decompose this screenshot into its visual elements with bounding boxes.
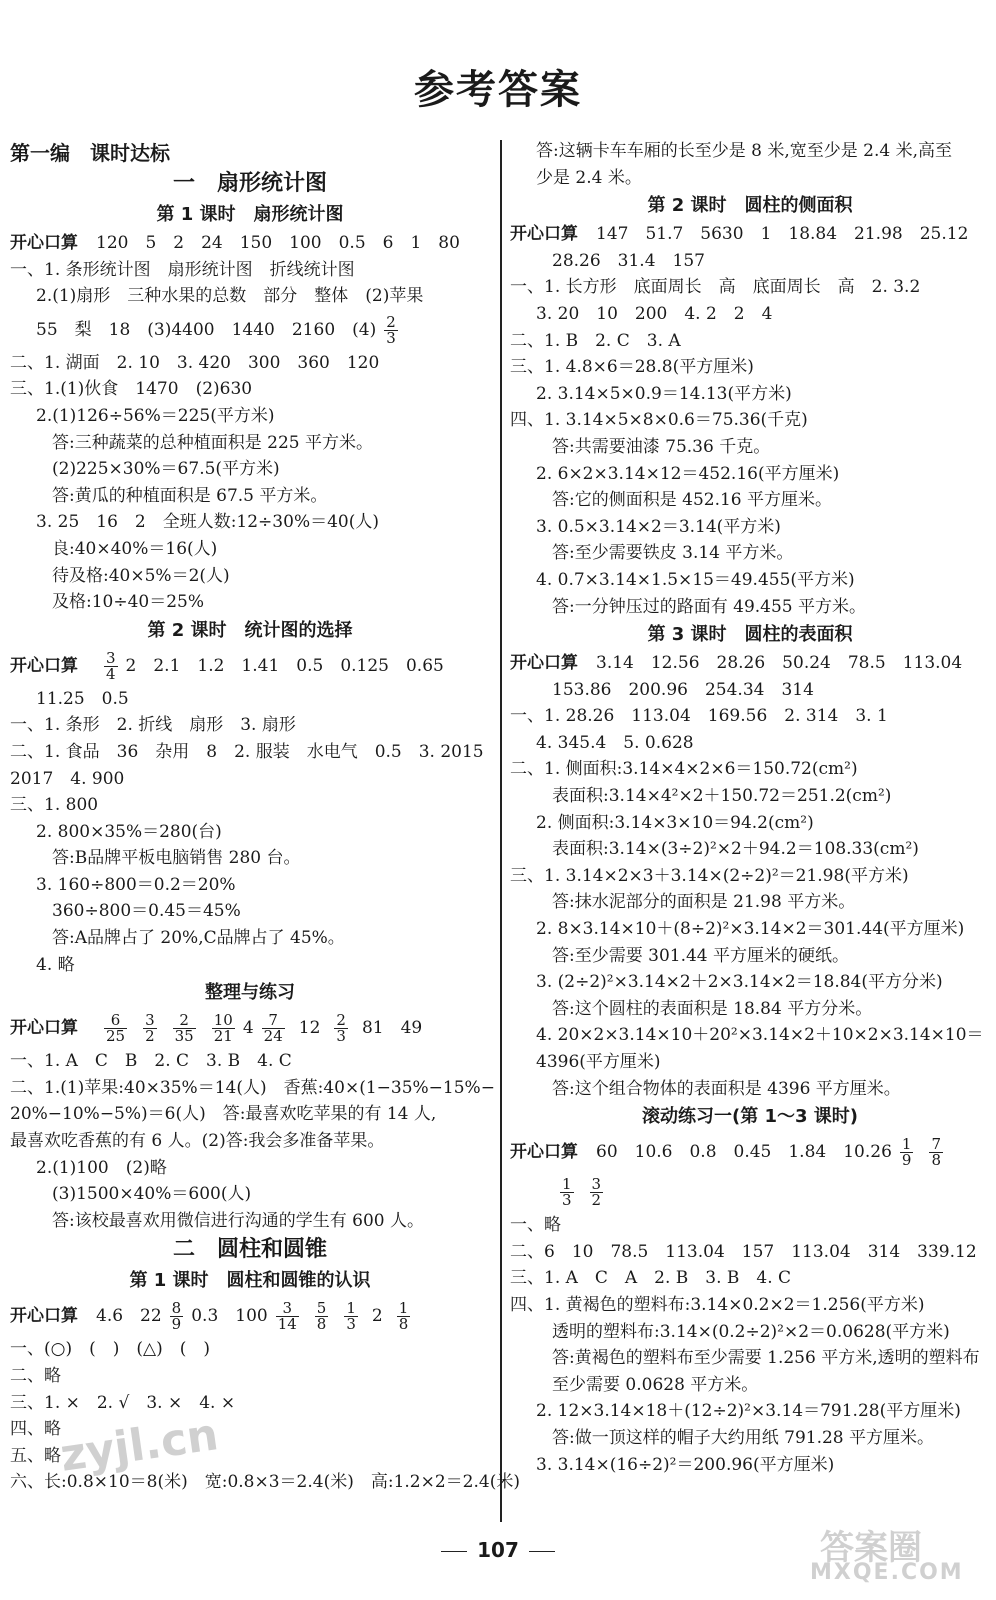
exercise-label: 开心口算: [10, 1018, 78, 1039]
answer-line: [510, 1265, 990, 1292]
watermark-daanquan: 答案圈: [820, 1528, 922, 1568]
fraction-denominator: 8: [931, 1151, 941, 1170]
answer-text: 4.6 22: [96, 1306, 162, 1327]
answer-text: 二、略: [10, 1366, 61, 1386]
answer-line: [510, 514, 990, 541]
answer-text: 3. 20 10 200 4. 2 2 4: [536, 303, 773, 324]
answer-text: 四、1. 3.14×5×8×0.6＝75.36(千克): [510, 410, 808, 431]
answer-text: 一、1. A C B 2. C 3. B 4. C: [10, 1051, 292, 1072]
lesson-heading: 第 2 课时 统计图的选择: [147, 619, 353, 641]
answer-text: 答:这个圆柱的表面积是 18.84 平方分米。: [552, 998, 873, 1019]
fraction-denominator: 2: [145, 1027, 155, 1046]
answer-text: 3.14 12.56 28.26 50.24 78.5 113.04: [596, 653, 963, 674]
fraction-numerator: 3: [145, 1011, 155, 1030]
fraction: [212, 1013, 235, 1044]
answer-text: (2)225×30%＝67.5(平方米): [52, 459, 280, 480]
answer-line: [510, 381, 990, 408]
answer-line: [510, 677, 990, 704]
answer-line: [10, 845, 490, 872]
answer-text: 答:一分钟压过的路面有 49.455 平方米。: [552, 596, 867, 617]
answer-text: 透明的塑料布:3.14×(0.2÷2)²×2＝0.0628(平方米): [552, 1321, 950, 1342]
answer-line: [10, 230, 490, 257]
answer-line: [510, 730, 990, 757]
answer-text: 二、1. B 2. C 3. A: [510, 330, 681, 351]
answer-text: 2. 12×3.14×18＋(12÷2)²×3.14＝791.28(平方厘米): [536, 1401, 961, 1422]
answer-line: [510, 138, 990, 165]
fraction-denominator: 14: [277, 1315, 297, 1334]
answer-text: 二、1. 湖面 2. 10 3. 420 300 360 120: [10, 352, 380, 373]
answer-text: 至少需要 0.0628 平方米。: [552, 1374, 759, 1395]
answer-text: 120 5 2 24 150 100 0.5 6 1 80: [96, 233, 460, 253]
answer-line: [510, 1172, 990, 1212]
fraction-denominator: 9: [901, 1151, 912, 1170]
answer-text: 答:共需要油漆 75.36 千克。: [552, 436, 771, 457]
answer-line: [10, 1181, 490, 1208]
fraction-denominator: 21: [213, 1027, 233, 1046]
unit-heading: 一 扇形统计图: [172, 171, 327, 196]
answer-text: 三、1. 800: [10, 795, 99, 816]
answer-line: [10, 1008, 490, 1048]
fraction: [397, 1301, 411, 1332]
answer-line: [510, 221, 990, 248]
answer-line: [510, 1049, 990, 1076]
answer-text: 三、1. A C A 2. B 3. B 4. C: [510, 1268, 792, 1289]
answer-text: 二、1. 侧面积:3.14×4×2×6＝150.72(cm²): [510, 759, 858, 780]
answer-text: 2. 800×35%＝280(台): [36, 821, 222, 842]
answer-line: [10, 509, 490, 536]
answer-text: 三、1. × 2. √ 3. × 4. ×: [10, 1392, 236, 1413]
answer-text: 二、1.(1)苹果:40×35%＝14(人) 香蕉:40×(1−35%−15%−: [10, 1077, 495, 1098]
answer-line: [10, 536, 490, 563]
fraction-numerator: 2: [336, 1011, 346, 1030]
fraction-denominator: 8: [398, 1315, 409, 1334]
answer-line: [510, 434, 990, 461]
answer-line: [510, 274, 990, 301]
answer-text: 2. 6×2×3.14×12＝452.16(平方厘米): [536, 463, 840, 484]
fraction-numerator: 7: [931, 1135, 941, 1154]
page-number-text: 107: [477, 1538, 519, 1562]
answer-text: 2.(1)126÷56%＝225(平方米): [36, 405, 275, 426]
answer-text: 表面积:3.14×4²×2＋150.72＝251.2(cm²): [552, 786, 892, 807]
answer-text: 及格:10÷40＝25%: [52, 592, 205, 613]
answer-line: [10, 739, 490, 766]
answer-text: 二、6 10 78.5 113.04 157 113.04 314 339.12: [510, 1241, 977, 1262]
fraction: [143, 1013, 157, 1044]
answer-line: [510, 969, 990, 996]
page-title: 参考答案: [414, 67, 582, 113]
fraction-denominator: 8: [316, 1315, 327, 1334]
exercise-label: 开心口算: [510, 224, 578, 245]
answer-line: [510, 407, 990, 434]
answer-text: 三、1. 3.14×2×3＋3.14×(2÷2)²＝21.98(平方米): [510, 865, 909, 886]
answer-line: [510, 889, 990, 916]
fraction: [900, 1137, 914, 1168]
answer-text: 4. 略: [36, 954, 75, 975]
answer-line: [10, 686, 490, 713]
left-column: [10, 138, 520, 1496]
exercise-label: 开心口算: [10, 1306, 78, 1327]
section-heading: 第一编 课时达标: [10, 141, 170, 165]
answer-text: 2 2.1 1.2 1.41 0.5 0.125 0.65: [125, 655, 444, 676]
answer-text: 60 10.6 0.8 0.45 1.84 10.26: [596, 1142, 892, 1163]
answer-text: 一、1. 长方形 底面周长 高 底面周长 高 2. 3.2: [510, 277, 921, 298]
fraction: [173, 1013, 196, 1044]
answer-text: 20%−10%−5%)＝6(人) 答:最喜欢吃苹果的有 14 人,: [10, 1104, 437, 1125]
answer-text: 3. 160÷800＝0.2＝20%: [36, 874, 236, 895]
answer-line: [510, 1076, 990, 1103]
unit-heading: 二 圆柱和圆锥: [172, 1237, 327, 1263]
answer-text: 一、1. 条形 2. 折线 扇形 3. 扇形: [10, 715, 296, 736]
answer-line: [510, 996, 990, 1023]
fraction-numerator: 5: [316, 1299, 327, 1318]
answer-text: 答:三种蔬菜的总种植面积是 225 平方米。: [52, 432, 373, 453]
fraction: [262, 1013, 285, 1044]
answer-text: 答:B品牌平板电脑销售 280 台。: [52, 848, 301, 869]
answer-text: 表面积:3.14×(3÷2)²×2＋94.2＝108.33(cm²): [552, 839, 919, 860]
answer-text: 3. (2÷2)²×3.14×2＋2×3.14×2＝18.84(平方分米): [536, 972, 943, 993]
exercise-label: 开心口算: [10, 655, 78, 676]
watermark-mxqe: MXQE.COM: [810, 1560, 964, 1585]
answer-text: 4. 345.4 5. 0.628: [536, 732, 694, 753]
answer-text: 55 梨 18 (3)4400 1440 2160 (4): [36, 319, 377, 340]
exercise-label: 开心口算: [510, 1142, 578, 1163]
answer-text: 一、略: [510, 1215, 561, 1236]
answer-text: (3)1500×40%＝600(人): [52, 1184, 252, 1205]
answer-line: [510, 836, 990, 863]
answer-text: 答:至少需要 301.44 平方厘米的硬纸。: [552, 945, 850, 966]
answer-text: 待及格:40×5%＝2(人): [52, 565, 230, 586]
fraction-denominator: 3: [562, 1191, 572, 1210]
fraction-numerator: 2: [386, 312, 396, 331]
answer-line: [510, 1022, 990, 1049]
answer-text: 4: [242, 1018, 254, 1039]
answer-text: 12: [298, 1018, 321, 1039]
answer-line: [10, 1208, 490, 1235]
answer-text: 3. 3.14×(16÷2)²＝200.96(平方厘米): [536, 1454, 835, 1475]
fraction-numerator: 1: [562, 1175, 572, 1194]
answer-text: 147 51.7 5630 1 18.84 21.98 25.12: [596, 224, 969, 245]
answer-text: 一、1. 条形统计图 扇形统计图 折线统计图: [10, 259, 355, 280]
answer-line: [10, 925, 490, 952]
answer-text: 答:这个组合物体的表面积是 4396 平方厘米。: [552, 1078, 901, 1099]
answer-text: 2. 侧面积:3.14×3×10＝94.2(cm²): [536, 812, 814, 833]
fraction-numerator: 3: [106, 648, 116, 667]
answer-text: 11.25 0.5: [36, 688, 129, 709]
answer-text: 答:这辆卡车车厢的长至少是 8 米,宽至少是 2.4 米,高至: [536, 141, 953, 161]
answer-text: 81 49: [361, 1018, 423, 1039]
answer-line: [10, 819, 490, 846]
fraction-denominator: 2: [591, 1191, 602, 1210]
lesson-heading: 滚动练习一(第 1～3 课时): [641, 1106, 859, 1128]
answer-line: [510, 1239, 990, 1266]
fraction-denominator: 3: [346, 1315, 356, 1334]
answer-line: [510, 863, 990, 890]
answer-line: [10, 563, 490, 590]
exercise-label: 开心口算: [510, 653, 578, 674]
answer-text: 2. 3.14×5×0.9＝14.13(平方米): [536, 383, 792, 404]
answer-line: [510, 165, 990, 192]
fraction-denominator: 3: [386, 328, 396, 347]
answer-line: [510, 461, 990, 488]
answer-text: 三、1.(1)伙食 1470 (2)630: [10, 379, 253, 400]
answer-text: 一、(○) ( ) (△) ( ): [10, 1339, 210, 1360]
answer-line: [510, 1345, 990, 1372]
answer-line: [10, 1048, 490, 1075]
fraction-numerator: 1: [346, 1299, 356, 1318]
answer-line: [510, 1425, 990, 1452]
lesson-heading: 第 3 课时 圆柱的表面积: [647, 624, 853, 646]
lesson-heading: 第 1 课时 圆柱和圆锥的认识: [129, 1270, 371, 1292]
answer-text: 最喜欢吃香蕉的有 6 人。(2)答:我会多准备苹果。: [10, 1131, 385, 1152]
answer-line: [510, 1398, 990, 1425]
right-column: [510, 138, 990, 1478]
answer-text: 28.26 31.4 157: [552, 250, 705, 271]
answer-line: [10, 1390, 490, 1417]
answer-line: [10, 283, 490, 310]
answer-line: [510, 248, 990, 275]
answer-text: 2. 8×3.14×10＋(8÷2)²×3.14×2＝301.44(平方厘米): [536, 919, 965, 940]
answer-line: [510, 756, 990, 783]
answer-line: [10, 589, 490, 616]
answer-text: 3. 0.5×3.14×2＝3.14(平方米): [536, 516, 781, 537]
lesson-heading: 第 1 课时 扇形统计图: [156, 204, 344, 225]
answer-line: [510, 1372, 990, 1399]
answer-line: [10, 430, 490, 457]
answer-line: [10, 257, 490, 284]
fraction-denominator: 25: [106, 1027, 126, 1046]
answer-text: 少是 2.4 米。: [536, 167, 642, 188]
fraction-numerator: 3: [276, 1301, 299, 1317]
fraction: [104, 648, 118, 683]
fraction-denominator: 9: [171, 1315, 182, 1334]
column-divider: [500, 140, 502, 1522]
answer-line: [510, 354, 990, 381]
answer-line: [10, 1336, 490, 1363]
answer-line: [510, 943, 990, 970]
answer-text: 三、1. 4.8×6＝28.8(平方厘米): [510, 357, 754, 378]
answer-line: [10, 646, 490, 686]
answer-line: [10, 350, 490, 377]
answer-line: [510, 1319, 990, 1346]
answer-line: [10, 483, 490, 510]
answer-line: [10, 952, 490, 979]
answer-line: [10, 456, 490, 483]
fraction: [384, 312, 398, 347]
answer-text: 答:做一顶这样的帽子大约用纸 791.28 平方厘米。: [552, 1427, 935, 1448]
fraction-denominator: 24: [263, 1027, 283, 1046]
answer-line: [510, 810, 990, 837]
answer-line: [510, 594, 990, 621]
answer-text: 360÷800＝0.45＝45%: [52, 901, 241, 922]
answer-text: 0.3 100: [191, 1306, 268, 1327]
fraction-denominator: 35: [174, 1027, 194, 1046]
fraction: [315, 1301, 329, 1332]
answer-line: [510, 301, 990, 328]
answer-text: 153.86 200.96 254.34 314: [552, 679, 814, 700]
answer-line: [10, 1128, 490, 1155]
answer-text: 四、略: [10, 1419, 61, 1440]
answer-text: 答:至少需要铁皮 3.14 平方米。: [552, 543, 794, 564]
answer-line: [10, 403, 490, 430]
fraction-numerator: 10: [213, 1011, 233, 1030]
answer-text: 2: [371, 1306, 383, 1327]
answer-line: [10, 1155, 490, 1182]
fraction-numerator: 8: [171, 1299, 182, 1318]
answer-line: [510, 1132, 990, 1172]
answer-text: 2017 4. 900: [10, 768, 125, 789]
answer-line: [510, 703, 990, 730]
answer-line: [510, 487, 990, 514]
answer-line: [10, 376, 490, 403]
answer-line: [10, 792, 490, 819]
answer-line: [510, 783, 990, 810]
answer-line: [10, 872, 490, 899]
answer-line: [10, 1296, 490, 1336]
answer-line: [10, 766, 490, 793]
answer-line: [10, 898, 490, 925]
fraction-numerator: 2: [173, 1013, 196, 1029]
fraction-numerator: 1: [398, 1299, 409, 1318]
answer-text: 答:抹水泥部分的面积是 21.98 平方米。: [552, 892, 856, 913]
answer-line: [10, 712, 490, 739]
fraction: [334, 1013, 348, 1044]
answer-text: 2.(1)100 (2)略: [36, 1157, 167, 1178]
fraction-numerator: 1: [901, 1135, 912, 1154]
answer-line: [510, 1292, 990, 1319]
exercise-label: 开心口算: [10, 233, 78, 253]
answer-line: [510, 328, 990, 355]
fraction: [590, 1177, 604, 1208]
answer-text: 4. 20×2×3.14×10＋20²×3.14×2＋10×2×3.14×10＝: [536, 1025, 984, 1046]
fraction-numerator: 3: [591, 1175, 602, 1194]
answer-text: 答:黄褐色的塑料布至少需要 1.256 平方米,透明的塑料布: [552, 1348, 980, 1369]
fraction: [344, 1301, 358, 1332]
answer-line: [510, 1452, 990, 1479]
lesson-heading: 整理与练习: [205, 982, 295, 1004]
answer-line: [10, 1075, 495, 1102]
answer-text: 答:它的侧面积是 452.16 平方厘米。: [552, 490, 833, 511]
fraction-numerator: 7: [262, 1013, 285, 1029]
answer-text: 良:40×40%＝16(人): [52, 538, 218, 559]
answer-text: 答:A品牌占了 20%,C品牌占了 45%。: [52, 928, 345, 949]
answer-text: 答:该校最喜欢用微信进行沟通的学生有 600 人。: [52, 1210, 424, 1231]
fraction-denominator: 4: [106, 664, 116, 683]
fraction: [104, 1013, 127, 1044]
fraction: [929, 1137, 943, 1168]
answer-text: 五、略: [10, 1445, 61, 1466]
answer-line: [510, 567, 990, 594]
answer-text: 答:黄瓜的种植面积是 67.5 平方米。: [52, 485, 328, 506]
fraction: [560, 1177, 574, 1208]
answer-text: 4396(平方厘米): [536, 1052, 661, 1072]
answer-text: 2.(1)扇形 三种水果的总数 部分 整体 (2)苹果: [36, 286, 424, 307]
fraction: [276, 1301, 299, 1332]
answer-line: [10, 1101, 490, 1128]
answer-text: 二、1. 食品 36 杂用 8 2. 服装 水电气 0.5 3. 2015: [10, 741, 484, 762]
answer-line: [10, 310, 490, 350]
answer-line: [10, 1363, 490, 1390]
answer-line: [510, 1212, 990, 1239]
fraction-numerator: 6: [104, 1013, 127, 1029]
answer-text: 3. 25 16 2 全班人数:12÷30%＝40(人): [36, 512, 379, 533]
answer-text: 一、1. 28.26 113.04 169.56 2. 314 3. 1: [510, 706, 888, 727]
fraction: [170, 1301, 184, 1332]
answer-line: [510, 650, 990, 677]
answer-line: [510, 540, 990, 567]
answer-text: 四、1. 黄褐色的塑料布:3.14×0.2×2＝1.256(平方米): [510, 1294, 925, 1315]
fraction-denominator: 3: [336, 1027, 346, 1046]
answer-text: 六、长:0.8×10＝8(米) 宽:0.8×3＝2.4(米) 高:1.2×2＝2.4(米): [10, 1472, 520, 1493]
watermark-zyjl: zyjl.cn: [57, 1409, 222, 1482]
lesson-heading: 第 2 课时 圆柱的侧面积: [647, 195, 853, 217]
answer-text: 4. 0.7×3.14×1.5×15＝49.455(平方米): [536, 569, 855, 590]
answer-line: [510, 916, 990, 943]
